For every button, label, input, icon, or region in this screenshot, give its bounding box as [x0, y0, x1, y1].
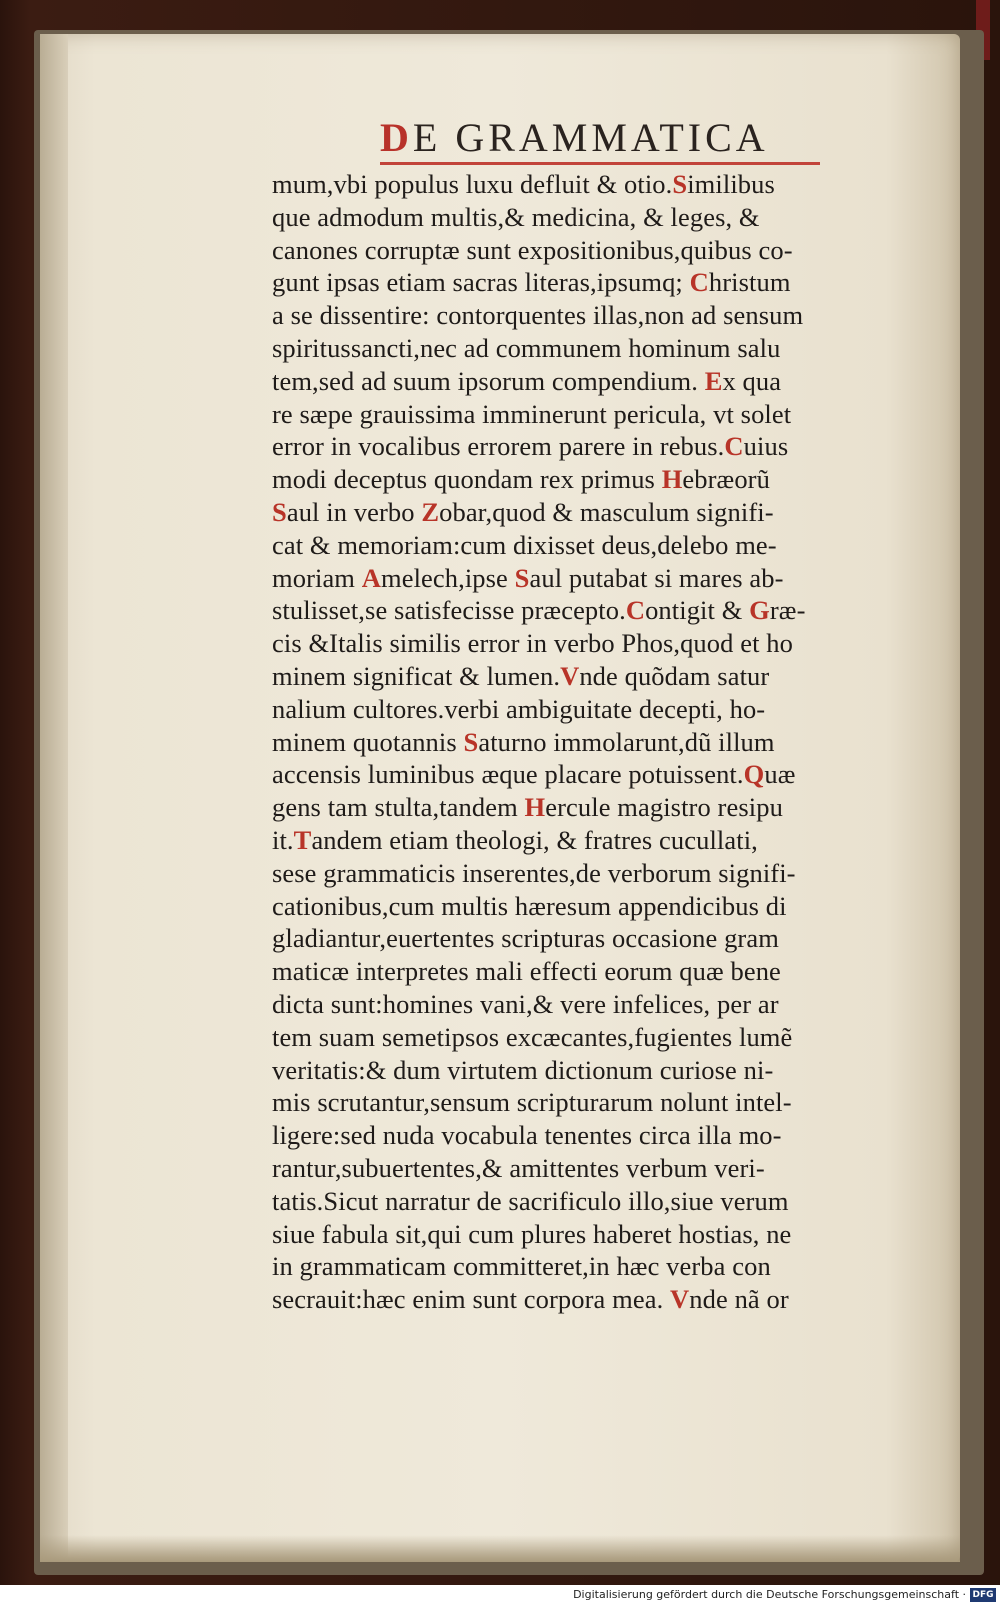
line-text: uius: [743, 431, 789, 462]
line-text: ligere:sed nuda vocabula tenentes circa illa mo-: [272, 1120, 782, 1151]
rubricated-initial: Z: [421, 496, 440, 527]
rubricated-initial: G: [749, 595, 770, 626]
text-line: [272, 1185, 932, 1218]
line-text: aul in verbo: [286, 496, 422, 527]
line-text: canones corruptæ sunt expositionibus,quibus co-: [272, 234, 793, 265]
text-line: [272, 594, 932, 627]
rubricated-initial: V: [560, 660, 580, 691]
line-text: imilibus: [687, 169, 775, 199]
text-line: [272, 627, 932, 660]
text-line: [272, 234, 932, 267]
rubricated-initial: V: [670, 1284, 690, 1315]
line-text: andem etiam theologi, & fratres cucullati,: [311, 824, 758, 855]
line-text: mum,vbi populus luxu defluit & otio.: [272, 169, 673, 199]
rubricated-initial: C: [625, 595, 646, 626]
text-line: [272, 758, 932, 791]
text-line: [272, 266, 932, 299]
text-line: [272, 463, 932, 496]
line-text: cis &Italis similis error in verbo Phos,quod et ho: [272, 628, 793, 659]
text-line: [272, 299, 932, 332]
text-line: [272, 1119, 932, 1152]
page-bottom-edge: [40, 1535, 960, 1562]
running-head-text: E GRAMMATICA: [412, 115, 769, 160]
text-line: [272, 332, 932, 365]
line-text: tem,sed ad suum ipsorum compendium.: [272, 365, 705, 396]
line-text: x qua: [722, 365, 782, 396]
text-line: [272, 693, 932, 726]
text-line: [272, 857, 932, 890]
text-line: [272, 1218, 932, 1251]
line-text: nde nã or: [689, 1284, 789, 1315]
rubricated-initial: A: [361, 562, 381, 593]
rubricated-initial: H: [524, 792, 546, 823]
rubricated-initial: C: [689, 267, 709, 298]
dfg-logo: DFG: [970, 1588, 996, 1602]
line-text: error in vocalibus errorem parere in rebus.: [272, 431, 725, 462]
line-text: aul putabat si mares ab-: [529, 562, 784, 593]
running-head-rule: [380, 162, 820, 165]
text-line: [272, 791, 932, 824]
line-text: veritatis:& dum virtutem dictionum curiose ni-: [272, 1054, 774, 1085]
footer-credit: Digitalisierung gefördert durch die Deutsche Forschungsgemeinschaft ·: [573, 1588, 966, 1601]
line-text: ebræorũ: [682, 464, 770, 495]
text-line: [272, 398, 932, 431]
line-text: spiritussancti,nec ad communem hominum salu: [272, 332, 781, 363]
page-gutter: [40, 34, 68, 1562]
running-head-initial: D: [380, 115, 413, 160]
line-text: nalium cultores.verbi ambiguitate decepti, ho-: [272, 693, 766, 724]
rubricated-initial: S: [463, 726, 479, 757]
rubricated-initial: S: [672, 169, 688, 199]
line-text: hristum: [708, 267, 791, 298]
text-line: [272, 529, 932, 562]
line-text: ercule magistro resipu: [545, 792, 783, 823]
text-line: [272, 988, 932, 1021]
text-line: [272, 430, 932, 463]
line-text: secrauit:hæc enim sunt corpora mea.: [272, 1284, 671, 1315]
text-line: [272, 726, 932, 759]
line-text: re sæpe grauissima imminerunt pericula, vt solet: [272, 398, 792, 429]
text-line: [272, 365, 932, 398]
line-text: sese grammaticis inserentes,de verborum signifi-: [272, 857, 796, 888]
line-text: in grammaticam committeret,in hæc verba con: [272, 1251, 771, 1282]
running-head: [380, 114, 769, 160]
line-text: cat & memoriam:cum dixisset deus,delebo me-: [272, 529, 777, 560]
line-text: dicta sunt:homines vani,& vere infelices, per ar: [272, 988, 779, 1019]
line-text: rantur,subuertentes,& amittentes verbum veri-: [272, 1152, 765, 1183]
text-block: [272, 168, 932, 1316]
text-line: [272, 562, 932, 595]
line-text: obar,quod & masculum signifi-: [439, 496, 774, 527]
line-text: gunt ipsas etiam sacras literas,ipsumq;: [272, 267, 690, 298]
text-line: [272, 955, 932, 988]
rubricated-initial: H: [661, 464, 683, 495]
line-text: a se dissentire: contorquentes illas,non ad sensum: [272, 300, 804, 331]
line-text: tem suam semetipsos excæcantes,fugientes lumẽ: [272, 1021, 793, 1052]
rubricated-initial: S: [514, 562, 530, 593]
rubricated-initial: Q: [743, 759, 765, 790]
line-text: siue fabula sit,qui cum plures haberet hostias, ne: [272, 1218, 792, 1249]
rubricated-initial: C: [724, 431, 744, 462]
text-line: [272, 1086, 932, 1119]
line-text: stulisset,se satisfecisse præcepto.: [272, 595, 626, 626]
line-text: nde quõdam satur: [579, 660, 770, 691]
line-text: it.: [272, 824, 294, 855]
text-line: [272, 1152, 932, 1185]
text-line: [272, 496, 932, 529]
line-text: melech,ipse: [381, 562, 515, 593]
text-line: [272, 201, 932, 234]
line-text: gens tam stulta,tandem: [272, 792, 525, 823]
rubricated-initial: S: [272, 496, 287, 527]
text-line: [272, 1283, 932, 1316]
text-line: [272, 824, 932, 857]
line-text: maticæ interpretes mali effecti eorum quæ bene: [272, 956, 781, 987]
line-text: moriam: [272, 562, 362, 593]
rubricated-initial: E: [704, 365, 723, 396]
line-text: minem quotannis: [272, 726, 464, 757]
line-text: cationibus,cum multis hæresum appendicibus di: [272, 890, 787, 921]
text-line: [272, 660, 932, 693]
line-text: minem significat & lumen.: [272, 660, 561, 691]
text-line: [272, 1250, 932, 1283]
text-line: [272, 1054, 932, 1087]
line-text: ræ-: [769, 595, 806, 626]
line-text: accensis luminibus æque placare potuissent.: [272, 759, 744, 790]
line-text: gladiantur,euertentes scripturas occasione gram: [272, 923, 779, 954]
line-text: que admodum multis,& medicina, & leges, &: [272, 201, 760, 232]
line-text: aturno immolarunt,dũ illum: [478, 726, 775, 757]
line-text: tatis.Sicut narratur de sacrificulo illo,siue verum: [272, 1185, 789, 1216]
line-text: modi deceptus quondam rex primus: [272, 464, 662, 495]
line-text: ontigit &: [645, 595, 750, 626]
text-line: [272, 922, 932, 955]
line-text: uæ: [764, 759, 796, 790]
rubricated-initial: T: [293, 824, 312, 855]
text-line: [272, 168, 932, 201]
line-text: mis scrutantur,sensum scripturarum nolunt intel-: [272, 1087, 792, 1118]
text-line: [272, 890, 932, 923]
text-line: [272, 1021, 932, 1054]
